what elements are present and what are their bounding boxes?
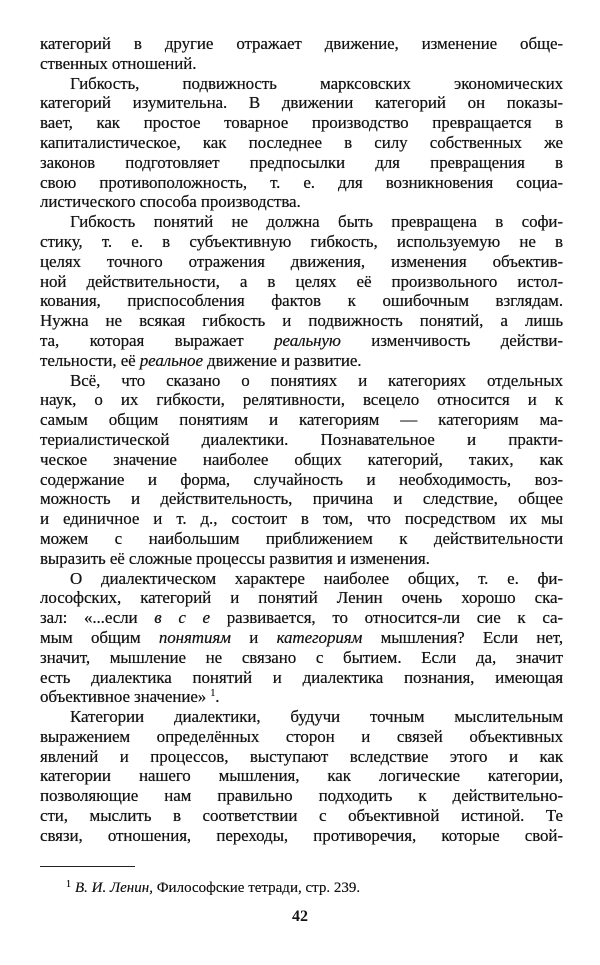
text-run: териалистической диалектики. Познавательное и практи- xyxy=(40,429,563,449)
text-run: категорий изумительна. В движении категорий он показы- xyxy=(40,93,563,113)
paragraph xyxy=(40,74,563,213)
text-line xyxy=(40,351,563,371)
text-line xyxy=(40,173,563,193)
page-number: 42 xyxy=(292,908,308,925)
text-run: есть диалектика понятий и диалектика познания, имеющая xyxy=(40,667,563,687)
text-run: и xyxy=(230,627,277,647)
text-line xyxy=(40,311,563,331)
text-run: связи, отношения, переходы, противоречия, которые свой- xyxy=(40,825,563,845)
text-run: . xyxy=(215,687,220,707)
text-run: и единичное и т. д., состоит в том, что посредством их мы xyxy=(40,509,563,529)
italic-text: реальную xyxy=(274,330,341,350)
text-run: тельности, её xyxy=(40,350,140,370)
text-line xyxy=(40,212,563,232)
text-run: выразить её сложные процессы развития и изменения. xyxy=(40,548,430,568)
text-run: выражением определённых сторон и связей объективных xyxy=(40,726,563,746)
footnote-rule xyxy=(40,866,135,867)
text-run: кования, приспособления фактов к ошибочным взглядам. xyxy=(40,291,563,311)
text-run: движение и развитие. xyxy=(202,350,362,370)
body-text xyxy=(40,34,563,846)
text-run: сти, мыслить в соответствии с объективной истиной. Те xyxy=(40,806,563,826)
text-run: О диалектическом характере наиболее общих, т. е. фи- xyxy=(70,568,563,588)
text-line xyxy=(40,470,563,490)
text-line xyxy=(40,489,563,509)
text-line xyxy=(40,806,563,826)
text-line xyxy=(40,291,563,311)
text-run: мым общим xyxy=(40,627,159,647)
text-run: зал: «...если xyxy=(40,608,155,628)
text-run: категорий в другие отражает движение, изменение обще- xyxy=(40,34,563,53)
text-run: ной действительности, а в целях её произвольного истол- xyxy=(40,271,563,291)
text-run: ческое значение наиболее общих категорий, таких, как xyxy=(40,449,563,469)
text-line xyxy=(40,390,563,410)
paragraph xyxy=(40,212,563,370)
text-run: законов подготовляет предпосылки для превращения в xyxy=(40,152,563,172)
text-line xyxy=(40,450,563,470)
text-run: значит, мышление не связано с бытием. Если да, значит xyxy=(40,647,563,667)
text-run: можность и действительность, причина и следствие, общее xyxy=(40,489,563,509)
text-line xyxy=(40,648,563,668)
footnote-source: Философские тетради, стр. 239. xyxy=(152,880,361,896)
text-line xyxy=(40,786,563,806)
text-line xyxy=(40,54,563,74)
text-line xyxy=(40,826,563,846)
text-run: категории нашего мышления, как логические категории, xyxy=(40,766,563,786)
text-line xyxy=(40,707,563,727)
text-line xyxy=(40,153,563,173)
text-run: лософских, категорий и понятий Ленин очень хорошо ска- xyxy=(40,588,563,608)
text-line xyxy=(40,766,563,786)
italic-text: понятиям xyxy=(158,627,231,647)
text-run: Категории диалектики, будучи точным мыслительным xyxy=(70,707,563,727)
text-line xyxy=(40,74,563,94)
text-line xyxy=(40,687,563,707)
text-run: листического способа производства. xyxy=(40,192,301,212)
italic-text: реальное xyxy=(139,350,203,370)
text-line xyxy=(40,133,563,153)
paragraph xyxy=(40,34,563,74)
footnote-mark: 1 xyxy=(66,879,71,890)
text-run: мышления? Если нет, xyxy=(362,627,563,647)
text-line xyxy=(40,509,563,529)
paragraph xyxy=(40,371,563,569)
paragraph xyxy=(40,707,563,846)
text-run: целях точного отражения движения, изменения объектив- xyxy=(40,251,563,271)
footnote-author: В. И. Ленин, xyxy=(75,880,153,896)
text-line xyxy=(40,410,563,430)
text-run: позволяющие нам правильно подходить к действительно- xyxy=(40,786,563,806)
paragraph xyxy=(40,569,563,708)
text-line xyxy=(40,93,563,113)
text-line xyxy=(40,331,563,351)
text-line xyxy=(40,430,563,450)
text-run: явлений и процессов, выступают вследствие этого и как xyxy=(40,746,563,766)
text-run: самым общим понятиям и категориям — категориям ма- xyxy=(40,410,563,430)
italic-text: категориям xyxy=(276,627,363,647)
text-run: та, которая выражает xyxy=(40,330,275,350)
text-run: стику, т. е. в субъективную гибкость, используемую не в xyxy=(40,231,563,251)
text-line xyxy=(40,668,563,688)
text-line xyxy=(40,34,563,54)
footnote-reference: 1 xyxy=(210,688,216,700)
text-run: Гибкость, подвижность марксовских экономических xyxy=(70,73,563,93)
text-line xyxy=(40,113,563,133)
text-line xyxy=(40,232,563,252)
text-line xyxy=(40,272,563,292)
text-run: Всё, что сказано о понятиях и категориях отдельных xyxy=(70,370,563,390)
text-run: развивается, то относится-ли сие к са- xyxy=(209,608,563,628)
italic-text: в с е xyxy=(154,608,210,628)
text-line xyxy=(40,371,563,391)
text-line xyxy=(40,529,563,549)
footnote xyxy=(66,879,360,897)
text-line xyxy=(40,192,563,212)
text-run: Нужна не всякая гибкость и подвижность понятий, а лишь xyxy=(40,311,563,331)
text-line xyxy=(40,727,563,747)
text-run: наук, о их гибкости, релятивности, всецело относится и к xyxy=(40,390,563,410)
text-line xyxy=(40,252,563,272)
text-run: ственных отношений. xyxy=(40,53,197,73)
text-run: содержание и форма, случайность и необходимость, воз- xyxy=(40,469,563,489)
text-run: свою противоположность, т. е. для возникновения социа- xyxy=(40,172,563,192)
text-line xyxy=(40,569,563,589)
text-line xyxy=(40,549,563,569)
text-line xyxy=(40,608,563,628)
text-run: объективное значение» xyxy=(40,687,211,707)
text-run: изменчивость действи- xyxy=(340,330,563,350)
text-run: можем с наибольшим приближением к действительности xyxy=(40,528,563,548)
text-run: капиталистическое, как последнее в силу собственных же xyxy=(40,132,563,152)
text-line xyxy=(40,588,563,608)
text-run: вает, как простое товарное производство превращается в xyxy=(40,113,563,133)
text-run: Гибкость понятий не должна быть превращена в софи- xyxy=(70,212,563,232)
text-line xyxy=(40,747,563,767)
text-line xyxy=(40,628,563,648)
